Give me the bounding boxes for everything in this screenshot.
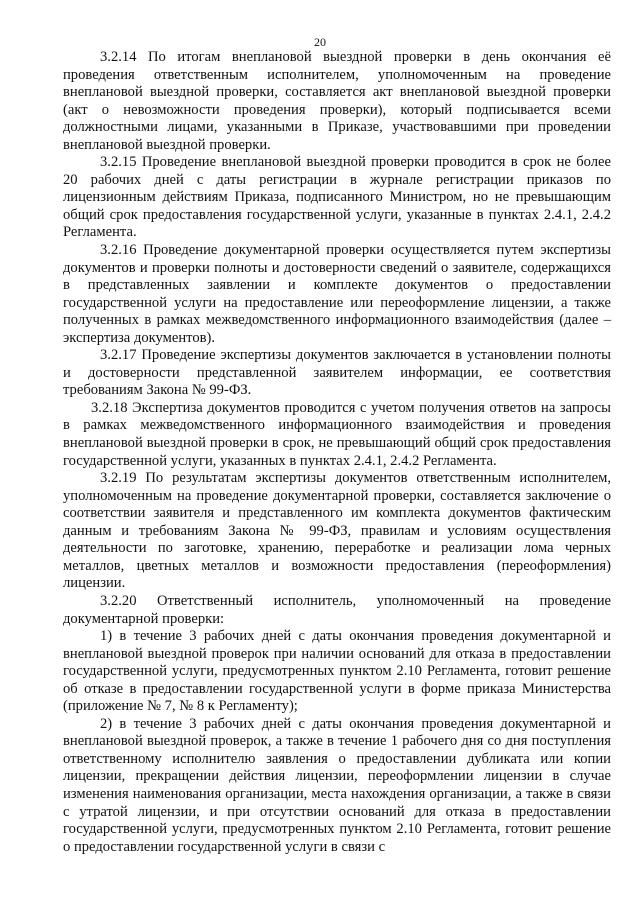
list-item-2: 2) в течение 3 рабочих дней с даты окончания проведения документарной и внеплановой выездной проверок, а также в течение 1 рабочего дня со дня поступления ответственному исполнителю заявления о предоставлении дубликата или копии лицензии, прекращении действия лицензии, переоформлении лицензии в случае изменения наименования организации, места нахождения организации, а также в связи с утратой лицензии, и при отсутствии оснований для отказа в предоставлении государственной услуги, предусмотренных пунктом 2.10 Регламента, готовит решение о предоставлении государственной услуги в связи с	[63, 715, 611, 855]
paragraph-3-2-20: 3.2.20 Ответственный исполнитель, уполномоченный на проведение документарной проверки:	[63, 592, 611, 627]
list-item-1: 1) в течение 3 рабочих дней с даты окончания проведения документарной и внеплановой выездной проверок при наличии оснований для отказа в предоставлении государственной услуги, предусмотренных пунктом 2.10 Регламента, готовит решение об отказе в предоставлении государственной услуги в форме приказа Министерства (приложение № 7, № 8 к Регламенту);	[63, 628, 611, 715]
paragraph-3-2-17: 3.2.17 Проведение экспертизы документов заключается в установлении полноты и достоверности представленной заявителем информации, ее соответствия требованиям Закона № 99-ФЗ.	[63, 347, 611, 399]
document-body	[63, 49, 611, 856]
paragraph-3-2-18: 3.2.18 Экспертиза документов проводится с учетом получения ответов на запросы в рамках межведомственного информационного взаимодействия и проведения внеплановой выездной проверки в срок, не превышающий общий срок предоставления государственной услуги, указанных в пунктах 2.4.1, 2.4.2 Регламента.	[63, 399, 611, 469]
paragraph-3-2-14: 3.2.14 По итогам внеплановой выездной проверки в день окончания её проведения ответственным исполнителем, уполномоченным на проведение внеплановой выездной проверки, составляется акт внеплановой выездной проверки (акт о невозможности проведения проверки), который подписывается всеми должностными лицами, указанными в Приказе, участвовавшими при проведении внеплановой выездной проверки.	[63, 49, 611, 153]
page-number: 20	[314, 35, 326, 49]
paragraph-3-2-15: 3.2.15 Проведение внеплановой выездной проверки проводится в срок не более 20 рабочих дней с даты регистрации в журнале регистрации приказов по лицензионным действиям Приказа, подписанного Министром, но не превышающим общий срок предоставления государственной услуги, указанные в пунктах 2.4.1, 2.4.2 Регламента.	[63, 154, 611, 241]
paragraph-3-2-19: 3.2.19 По результатам экспертизы документов ответственным исполнителем, уполномоченным на проведение документарной проверки, составляется заключение о соответствии заявителя и представленного им комплекта документов фактическим данным и требованиям Закона № 99-ФЗ, правилам и условиям осуществления деятельности по заготовке, хранению, переработке и реализации лома черных металлов, цветных металлов и возможности предоставления (переоформления) лицензии.	[63, 470, 611, 592]
paragraph-3-2-16: 3.2.16 Проведение документарной проверки осуществляется путем экспертизы документов и проверки полноты и достоверности сведений о заявителе, содержащихся в представленных заявлении и комплекте документов о предоставлении государственной услуги на предоставление или переоформление лицензии, а также полученных в рамках межведомственного информационного взаимодействия (далее – экспертиза документов).	[63, 242, 611, 346]
